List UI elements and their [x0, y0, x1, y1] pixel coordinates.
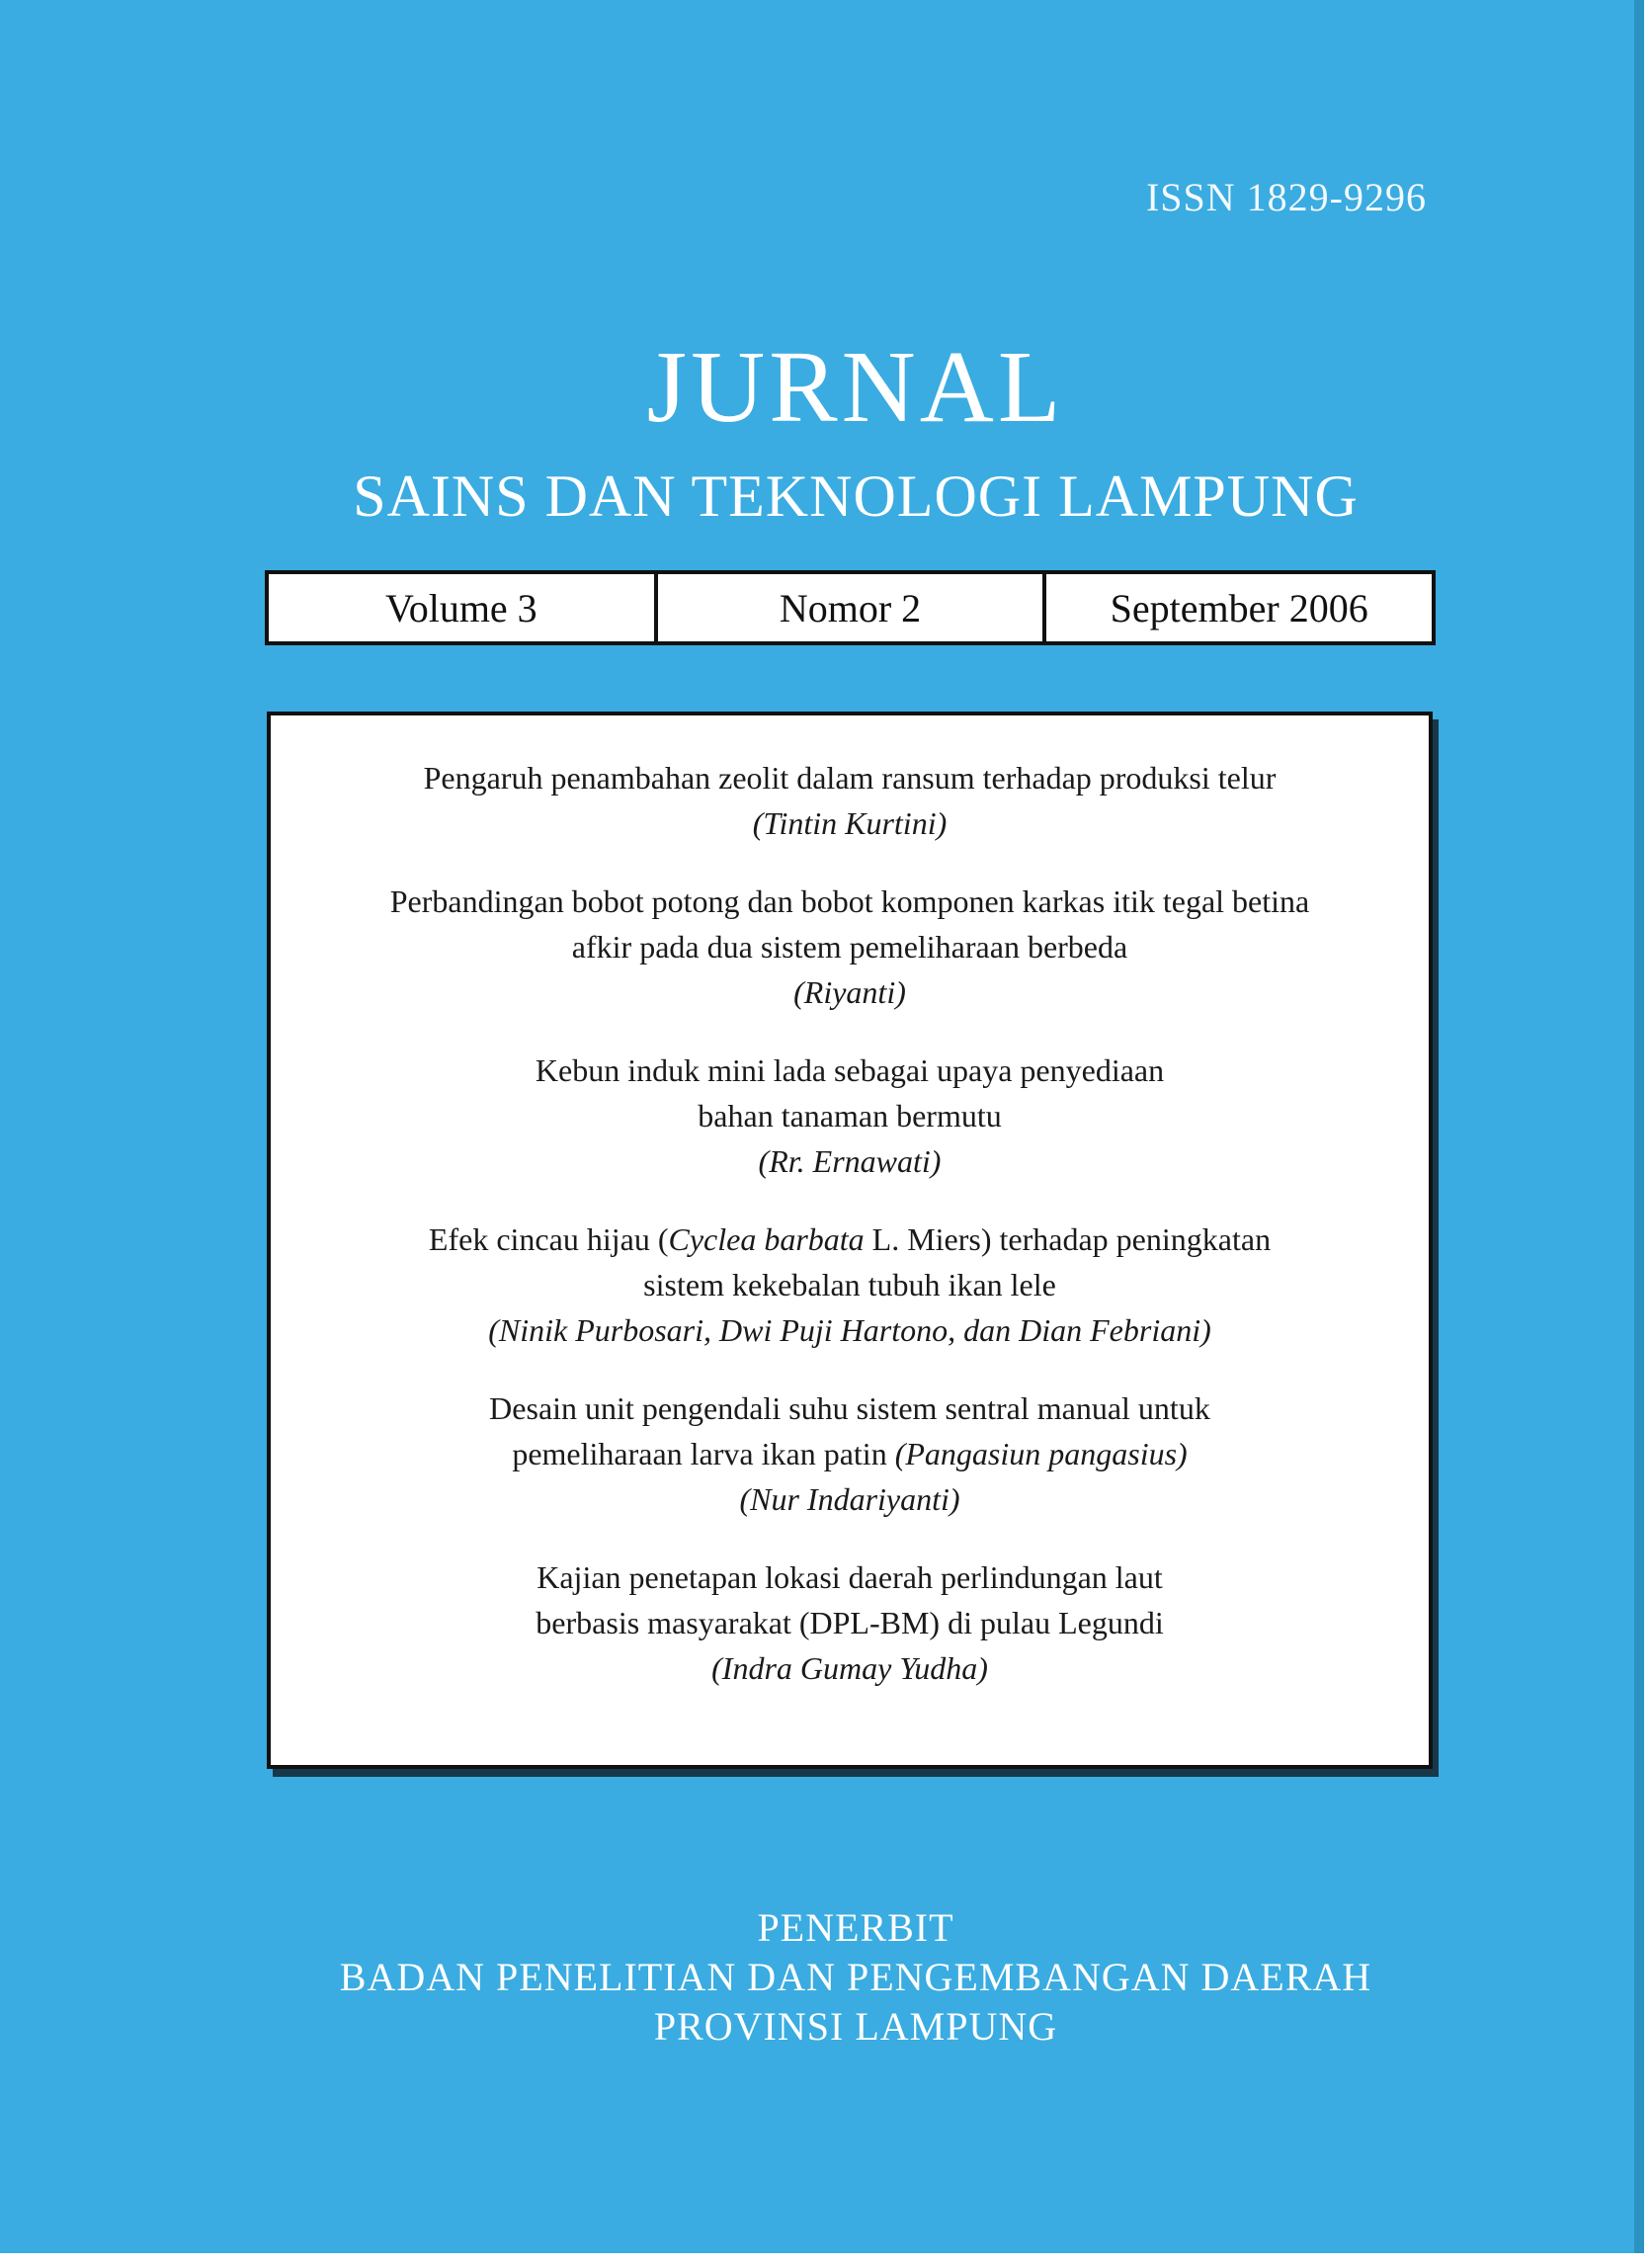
article-item	[271, 1048, 1429, 1184]
article-title-line-2	[287, 1431, 1413, 1476]
article-item	[271, 755, 1429, 846]
article-author: (Rr. Ernawati)	[758, 1143, 942, 1179]
issue-date: September 2006	[1110, 585, 1368, 630]
article-item	[271, 1217, 1429, 1353]
publisher-label: PENERBIT	[757, 1905, 954, 1950]
article-title-line-2: sistem kekebalan tubuh ikan lele	[643, 1267, 1056, 1302]
table-of-contents	[267, 712, 1433, 1769]
article-item	[271, 1554, 1429, 1691]
article-author: (Indra Gumay Yudha)	[711, 1650, 988, 1686]
article-title-part: pemeliharaan larva ikan patin	[512, 1436, 895, 1471]
article-title-part: Efek cincau hijau (	[428, 1221, 669, 1257]
article-item	[271, 1385, 1429, 1522]
species-name: (Pangasiun pangasius)	[894, 1436, 1188, 1471]
journal-title: JURNAL	[646, 330, 1065, 444]
publisher-name: BADAN PENELITIAN DAN PENGEMBANGAN DAERAH	[339, 1955, 1372, 1999]
issue-number: Nomor 2	[658, 574, 1047, 641]
article-title: Perbandingan bobot potong dan bobot komponen karkas itik tegal betina afkir pada dua sistem pemeliharaan berbeda	[389, 883, 1310, 965]
issn-number: ISSN 1829-9296	[1145, 175, 1427, 219]
species-name: Cyclea barbata	[668, 1221, 865, 1257]
publisher-region: PROVINSI LAMPUNG	[653, 2004, 1058, 2049]
article-author: (Tintin Kurtini)	[752, 805, 948, 841]
cover-edge	[1634, 0, 1644, 2253]
article-title-part: L. Miers) terhadap peningkatan	[864, 1221, 1272, 1257]
article-author: (Nur Indariyanti)	[739, 1481, 960, 1517]
article-title: Pengaruh penambahan zeolit dalam ransum terhadap produksi telur	[423, 760, 1277, 796]
article-title: Desain unit pengendali suhu sistem sentral manual untuk	[489, 1390, 1210, 1426]
publisher-block	[0, 1903, 1652, 2052]
article-author: (Ninik Purbosari, Dwi Puji Hartono, dan Dian Febriani)	[488, 1312, 1211, 1348]
article-title: Kebun induk mini lada sebagai upaya penyediaan bahan tanaman bermutu	[535, 1052, 1165, 1133]
article-item	[271, 879, 1429, 1015]
article-title	[287, 1217, 1413, 1262]
article-author: (Riyanti)	[793, 974, 906, 1010]
issue-volume: Volume 3	[269, 574, 658, 641]
issue-info-bar	[265, 570, 1436, 645]
journal-subtitle: SAINS DAN TEKNOLOGI LAMPUNG	[353, 463, 1359, 529]
article-title: Kajian penetapan lokasi daerah perlindungan laut berbasis masyarakat (DPL-BM) di pulau Legundi	[536, 1559, 1164, 1640]
